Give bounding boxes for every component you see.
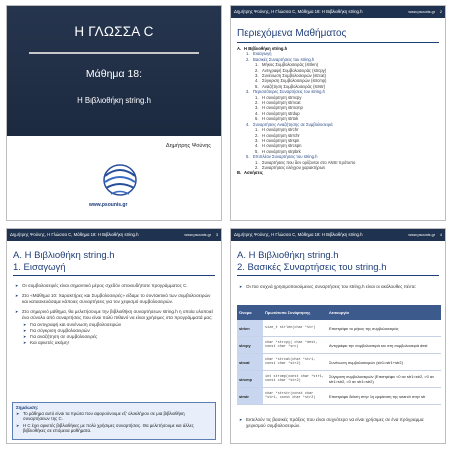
toc-item-number: 2. — [246, 56, 250, 62]
lesson-number: Μάθημα 18: — [85, 68, 143, 80]
slide-header-bar — [231, 229, 445, 241]
col-prototype: Πρωτότυπο Συνάρτησης — [263, 305, 327, 320]
toc-item-number: 2. — [255, 67, 259, 73]
course-title: Η ΓΛΩΣΣΑ C — [74, 24, 154, 39]
slide-header-bar — [231, 6, 445, 18]
function-name: strcmp — [237, 371, 263, 388]
table-of-contents — [237, 46, 441, 176]
title-banner — [7, 6, 221, 136]
note-box — [12, 402, 216, 440]
slide-title[interactable] — [6, 5, 222, 221]
toc-item-number: 1. — [255, 159, 259, 165]
table-row — [237, 371, 441, 388]
intro-body — [15, 283, 215, 346]
toc-item-text: Η συνάρτηση strncmp — [262, 105, 303, 111]
intro-text-block — [239, 284, 439, 294]
subbullet-4: ➤ Και αρκετές ακόμη! — [15, 340, 215, 346]
toc-item-text: Η συνάρτηση strdup — [262, 110, 300, 116]
toc-item-text: Συνένωση Συμβολοσειρών (strcat) — [262, 73, 326, 79]
function-prototype: char *strcat(char *str1, const char *str2) — [263, 354, 327, 371]
function-description: Επιστρέφει το μήκος της συμβολοσειράς — [327, 320, 441, 337]
logo-url: www.psounis.gr — [89, 202, 128, 208]
slide-introduction[interactable] — [6, 228, 222, 444]
header-site: www.psounis.gr — [184, 233, 211, 237]
header-site: www.psounis.gr — [408, 233, 435, 237]
header-text: Δημήτρης Ψούνης, Η Γλώσσα C, Μάθημα 18: Η Βιβλιοθήκη string.h — [234, 9, 363, 14]
toc-item-text: Περισσότερες Συναρτήσεις του string.h — [253, 89, 325, 95]
toc-item-text: Η συνάρτηση strncat — [262, 100, 301, 106]
function-prototype: char *strstr(const char *str1, const char *str2) — [263, 388, 327, 405]
toc-item-number: 5. — [255, 83, 259, 89]
function-name: strcat — [237, 354, 263, 371]
toc-item-text: Η συνάρτηση strspn — [262, 137, 300, 143]
outro-text-block — [239, 417, 439, 433]
function-description: Επιστρέφει δείκτη στην 1η εμφάνιση της search στην str — [327, 388, 441, 405]
toc-item-number: 1. — [255, 94, 259, 100]
slide-contents[interactable] — [230, 5, 446, 221]
title-underline — [237, 275, 439, 276]
table-row — [237, 320, 441, 337]
function-prototype: char *strcpy( char *dest, const char *src) — [263, 337, 327, 354]
bullet-2: ➤ Στο «Μάθημα 10: Χαρακτήρες και Συμβολοσειρές» είδαμε το συντακτικό των συμβολοσειρών και κατασκευάσαμε κάποιες συναρτήσεις για τον χειρισμό συμβολοσειρών. — [15, 293, 215, 305]
slide-title: Περιεχόμενα Μαθήματος — [237, 28, 347, 39]
table-row — [237, 337, 441, 354]
toc-item-text: Η συνάρτηση strncpy — [262, 94, 302, 100]
function-name: strcpy — [237, 337, 263, 354]
section-title: Α. Η Βιβλιοθήκη string.h — [237, 250, 339, 261]
slide-basic-functions[interactable] — [230, 228, 446, 444]
toc-item-number: 2. — [255, 100, 259, 106]
subbullet-2: ➤ Για σύγκριση συμβολοσειρών — [15, 328, 215, 334]
subbullet-1: ➤ Για αντιγραφή και συνένωση συμβολοσειρών — [15, 322, 215, 328]
bullet-3: ➤ Στο σημερινό μάθημα, θα μελετήσουμε την βιβλιοθήκη συναρτήσεων string.h η οποία υλοποιεί ένα σύνολο από συναρτήσεις που είναι πολύ πιθανό να είναι χρήσιμες στα προγράμματά μας: — [15, 309, 215, 321]
toc-item-number: 3. — [255, 105, 259, 111]
toc-item-text: Η Βιβλιοθήκη string.h — [244, 46, 288, 51]
slide-number: 2 — [439, 10, 442, 14]
header-text: Δημήτρης Ψούνης, Η Γλώσσα C, Μάθημα 18: Η Βιβλιοθήκη string.h — [234, 232, 363, 237]
function-name: strlen — [237, 320, 263, 337]
function-description: Αντιγράφει την συμβολοσειρά src στη συμβολοσειρά dest — [327, 337, 441, 354]
functions-table — [237, 305, 441, 405]
toc-item-number: 4. — [255, 143, 259, 149]
title-underline — [237, 42, 439, 43]
table-row — [237, 388, 441, 405]
title-underline — [13, 275, 215, 276]
slide-number: 4 — [439, 233, 442, 237]
table-row — [237, 354, 441, 371]
toc-item-text: Σύγκριση Συμβολοσειρών (strcmp) — [262, 78, 327, 84]
col-name: Όνομα — [237, 305, 263, 320]
intro-bullet: ➤ Οι πιο συχνά χρησιμοποιούμενες συναρτήσεις του string.h είναι οι ακόλουθες πέντε: — [239, 284, 439, 290]
function-prototype: size_t strlen(char *str) — [263, 320, 327, 337]
toc-item-text: Συναρτήσεις ελέγχου χαρακτήρων — [262, 164, 326, 170]
toc-item-text: Ασκήσεις — [244, 170, 263, 176]
function-name: strstr — [237, 388, 263, 405]
lesson-subtitle: Η Βιβλιοθήκη string.h — [77, 96, 151, 105]
toc-item-number: 3. — [255, 137, 259, 143]
toc-item-number: 3. — [246, 89, 250, 95]
toc-item-number: 5. — [246, 154, 250, 160]
toc-item-number: 2. — [255, 164, 259, 170]
section-title: Α. Η Βιβλιοθήκη string.h — [13, 250, 115, 261]
header-site: www.psounis.gr — [408, 10, 435, 14]
toc-item-number: 4. — [255, 78, 259, 84]
toc-item-text: Εισαγωγή — [253, 51, 272, 57]
toc-item — [237, 170, 441, 175]
bullet-1: ➤ Οι συμβολοσειρές είναι σημαντικό μέρος σχεδόν οποιουδήποτε προγράμματος C. — [15, 283, 215, 289]
toc-item-number: 2. — [255, 132, 259, 138]
col-description: Λειτουργία — [327, 305, 441, 320]
note-1: ➤ Το μάθημα αυτό είναι τα πρώτα που αφορούνουμε εξ' ολοκλήρου σε μια βιβλιοθήκη συναρτήσεων της C. — [16, 411, 212, 422]
toc-item-number: 1. — [255, 127, 259, 133]
toc-item-text: Αντιγραφή Συμβολοσειράς (strcpy) — [262, 67, 327, 73]
toc-item-text: Βασικές Συναρτήσεις του string.h — [253, 56, 315, 62]
toc-item-text: Η συνάρτηση strrchr — [262, 132, 300, 138]
note-2: ➤ Η C έχει αρκετές βιβλιοθήκες με πολύ χρήσιμες συναρτήσεις. Θα μελετήσουμε και άλλες βιβλιοθήκες σε επόμενα μαθήματα. — [16, 423, 212, 434]
title-divider — [29, 52, 199, 54]
author-name: Δημήτρης Ψούνης — [165, 143, 211, 149]
toc-item-number: 5. — [255, 148, 259, 154]
toc-item-number: Α. — [237, 46, 242, 51]
toc-item-number: 1. — [246, 51, 250, 57]
toc-item-text: Συναρτήσεις που δεν ορίζονται στο ANSI πρότυπο — [262, 159, 356, 165]
outro-bullet: ➤ Εκτελούν τις βασικές πράξεις που είναι συχνότερο να είναι χρήσιμες σε ένα πρόγραμμα χειρισμού συμβολοσειρών. — [239, 417, 439, 429]
section-subtitle: 1. Εισαγωγή — [13, 262, 66, 273]
toc-item-number: 5. — [255, 116, 259, 122]
toc-item-text: Η συνάρτηση strchr — [262, 127, 299, 133]
table-header-row — [237, 305, 441, 320]
subbullet-3: ➤ Για αναζήτηση σε συμβολοσειρές — [15, 334, 215, 340]
toc-item-text: Συναρτήσεις Αναζήτησης σε Συμβολοσειρά — [253, 121, 333, 127]
toc-item-text: Επιπλέον Συναρτήσεις του string.h — [253, 154, 318, 160]
header-text: Δημήτρης Ψούνης, Η Γλώσσα C, Μάθημα 18: Η Βιβλιοθήκη string.h — [10, 232, 139, 237]
note-title: Σημείωση: — [16, 405, 39, 410]
slide-header-bar — [7, 229, 221, 241]
toc-item-number: 3. — [255, 73, 259, 79]
toc-item-number: 1. — [255, 62, 259, 68]
toc-item-number: Β. — [237, 170, 242, 176]
toc-item-text: Η συνάρτηση strtok — [262, 116, 299, 122]
function-description: Συνένωση συμβολοσειρών (str1=str1+str2) — [327, 354, 441, 371]
toc-item-text: Μήκος Συμβολοσειράς (strlen) — [262, 62, 319, 68]
function-description: Σύγκριση συμβολοσειρών (Επιστρέφει <0 αν str1<str2, >0 αν str1>str2, =0 αν str1=str2) — [327, 371, 441, 388]
toc-item-text: Η συνάρτηση strpbrk — [262, 148, 301, 154]
toc-item-number: 4. — [246, 121, 250, 127]
toc-item-text: Αναζήτηση Συμβολοσειράς (strstr) — [262, 83, 326, 89]
section-subtitle: 2. Βασικές Συναρτήσεις του string.h — [237, 262, 387, 273]
toc-item-number: 4. — [255, 110, 259, 116]
slide-number: 3 — [215, 233, 218, 237]
function-prototype: int strcmp(const char *str1, const char *str2) — [263, 371, 327, 388]
toc-item-text: Η συνάρτηση strcspn — [262, 143, 302, 149]
